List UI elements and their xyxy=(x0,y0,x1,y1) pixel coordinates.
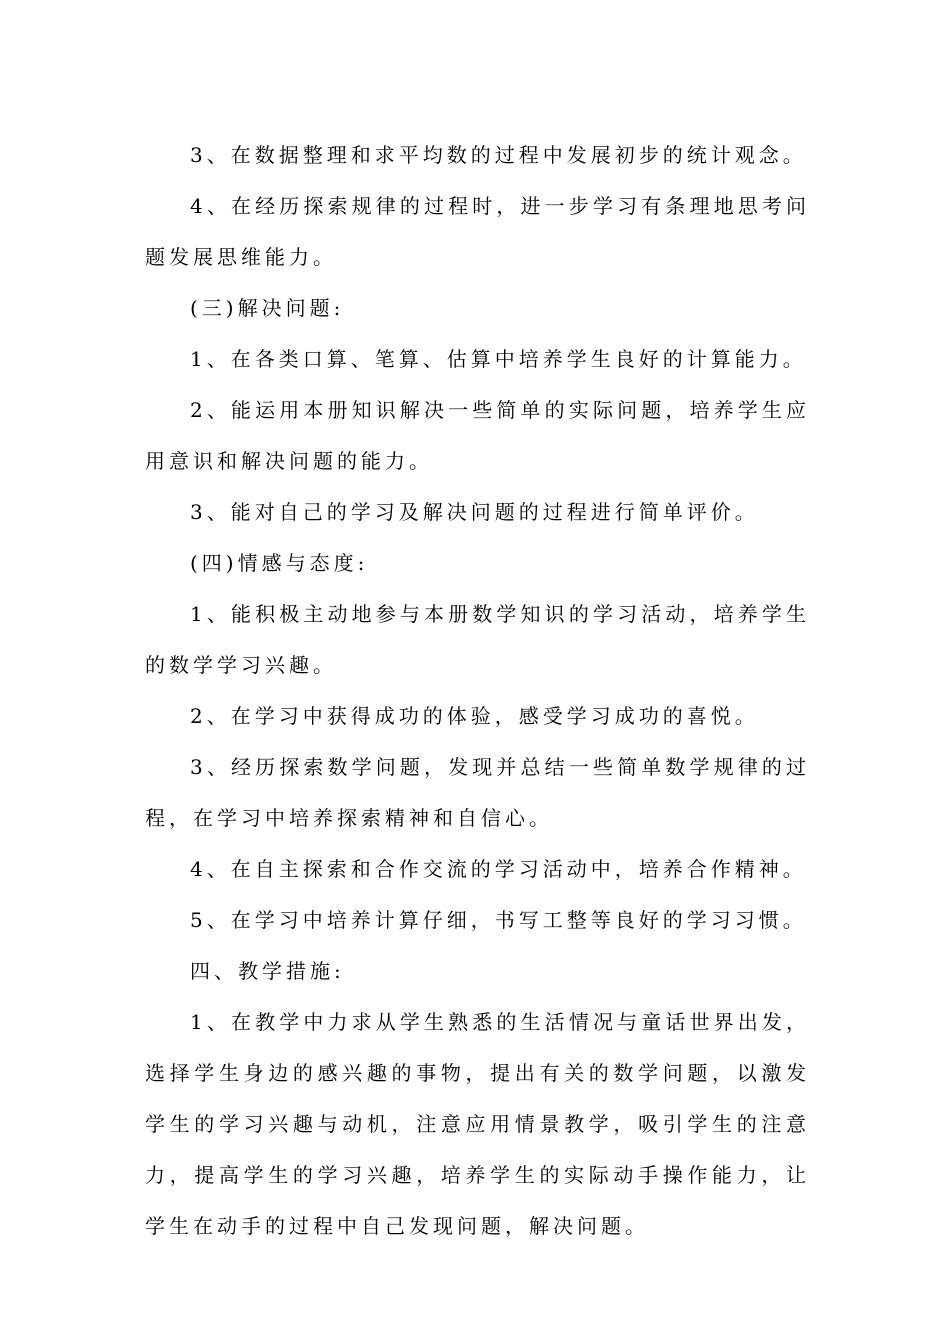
paragraph-cooperation: 4、在自主探索和合作交流的学习活动中，培养合作精神。 xyxy=(190,857,807,881)
paragraph-exploration-spirit: 3、经历探索数学问题，发现并总结一些简单数学规律的过程，在学习中培养探索精神和自信心。 xyxy=(145,755,810,830)
paragraph-learning-interest: 1、能积极主动地参与本册数学知识的学习活动，培养学生的数学学习兴趣。 xyxy=(145,602,810,677)
paragraph-self-evaluation: 3、能对自己的学习及解决问题的过程进行简单评价。 xyxy=(190,500,759,524)
paragraph-success-experience: 2、在学习中获得成功的体验，感受学习成功的喜悦。 xyxy=(190,704,759,728)
section-heading-problem-solving: (三)解决问题: xyxy=(190,296,345,320)
document-body xyxy=(145,130,810,1252)
paragraph-study-habits: 5、在学习中培养计算仔细，书写工整等良好的学习习惯。 xyxy=(190,908,807,932)
paragraph-teaching-approach: 1、在教学中力求从学生熟悉的生活情况与童话世界出发，选择学生身边的感兴趣的事物，提出有关的数学问题，以激发学生的学习兴趣与动机，注意应用情景教学，吸引学生的注意力，提高学生的学习兴趣，培养学生的实际动手操作能力，让学生在动手的过程中自己发现问题，解决问题。 xyxy=(145,1010,810,1238)
section-heading-teaching-measures: 四、教学措施: xyxy=(190,959,345,983)
paragraph-apply-knowledge: 2、能运用本册知识解决一些简单的实际问题，培养学生应用意识和解决问题的能力。 xyxy=(145,398,810,473)
section-heading-emotion-attitude: (四)情感与态度: xyxy=(190,551,369,575)
paragraph-stats-concept: 3、在数据整理和求平均数的过程中发展初步的统计观念。 xyxy=(190,143,807,167)
paragraph-explore-patterns: 4、在经历探索规律的过程时，进一步学习有条理地思考问题发展思维能力。 xyxy=(145,194,810,269)
paragraph-calculation-ability: 1、在各类口算、笔算、估算中培养学生良好的计算能力。 xyxy=(190,347,807,371)
